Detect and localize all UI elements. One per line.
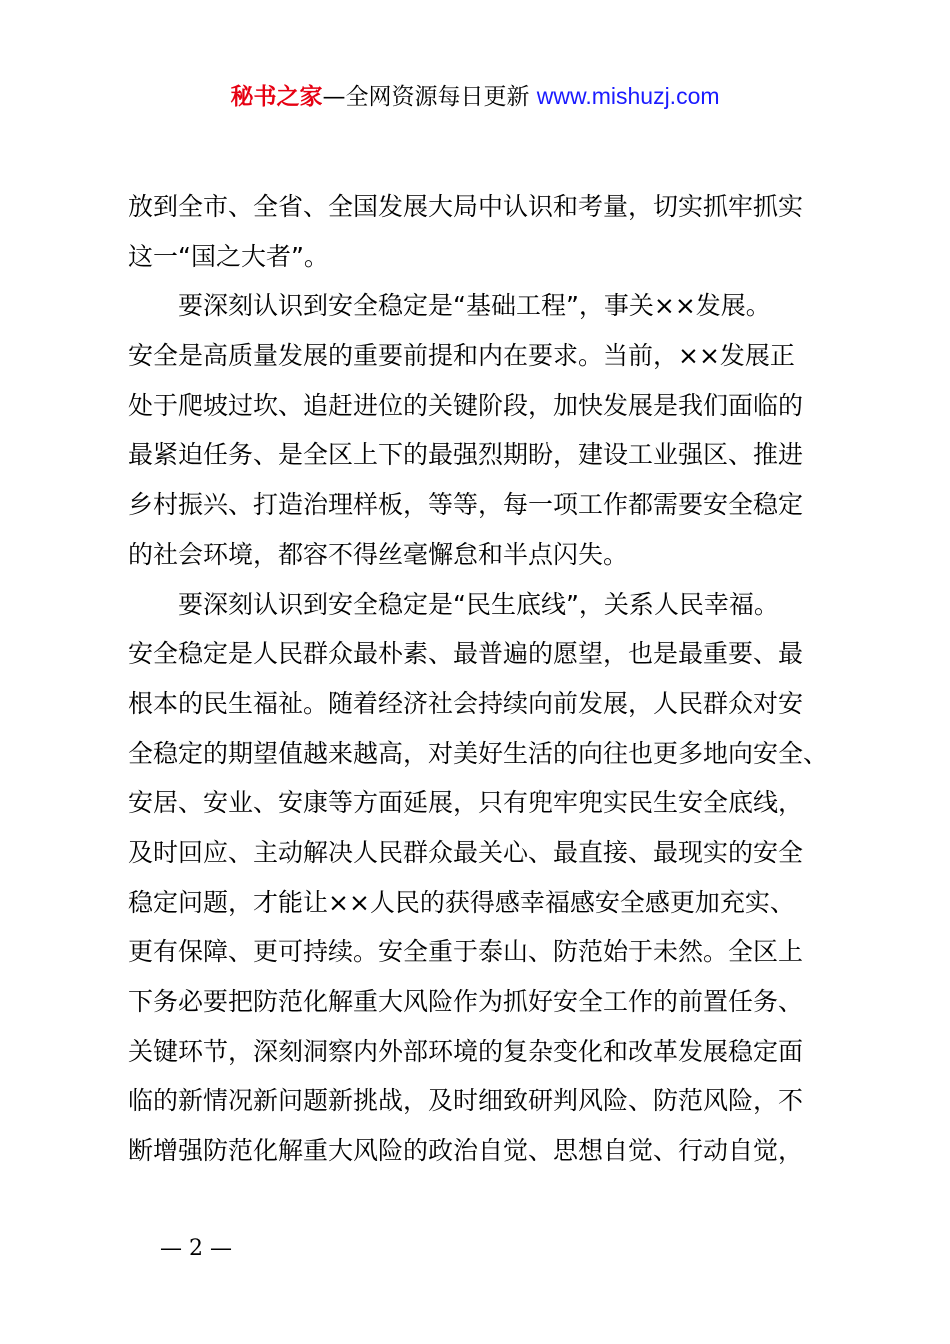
text-line: 全稳定的期望值越来越高，对美好生活的向往也更多地向安全、 bbox=[128, 738, 829, 768]
text-line: 根本的民生福祉。随着经济社会持续向前发展，人民群众对安 bbox=[128, 688, 804, 718]
text-line: 临的新情况新问题新挑战，及时细致研判风险、防范风险，不 bbox=[128, 1086, 804, 1116]
text-line: 及时回应、主动解决人民群众最关心、最直接、最现实的安全 bbox=[128, 837, 804, 867]
text-line: 安全稳定是人民群众最朴素、最普遍的愿望，也是最重要、最 bbox=[128, 639, 804, 669]
page-number: — 2 — bbox=[160, 1236, 232, 1261]
paragraph-first-line: 要深刻认识到安全稳定是“基础工程”，事关××发展。 bbox=[178, 291, 771, 321]
site-header bbox=[0, 78, 950, 115]
text-line: 下务必要把防范化解重大风险作为抓好安全工作的前置任务、 bbox=[128, 987, 804, 1016]
paragraph-first-line: 要深刻认识到安全稳定是“民生底线”，关系人民幸福。 bbox=[178, 589, 779, 619]
text-line: 安全是高质量发展的重要前提和内在要求。当前，××发展正 bbox=[128, 341, 795, 371]
text-line: 处于爬坡过坎、追赶进位的关键阶段，加快发展是我们面临的 bbox=[128, 390, 804, 420]
brand-name: 秘书之家 bbox=[230, 84, 323, 110]
text-line: 安居、安业、安康等方面延展，只有兜牢兜实民生安全底线， bbox=[128, 788, 804, 818]
site-url-link[interactable]: www.mishuzj.com bbox=[536, 83, 720, 109]
text-line: 断增强防范化解重大风险的政治自觉、思想自觉、行动自觉， bbox=[128, 1136, 804, 1166]
text-line: 放到全市、全省、全国发展大局中认识和考量，切实抓牢抓实 bbox=[128, 192, 804, 221]
header-tagline: —全网资源每日更新 bbox=[322, 84, 537, 110]
text-line: 乡村振兴、打造治理样板，等等，每一项工作都需要安全稳定 bbox=[128, 490, 804, 520]
text-line: 更有保障、更可持续。安全重于泰山、防范始于未然。全区上 bbox=[128, 937, 804, 967]
text-line: 稳定问题，才能让××人民的获得感幸福感安全感更加充实、 bbox=[128, 887, 795, 917]
text-line: 的社会环境，都容不得丝毫懈怠和半点闪失。 bbox=[128, 539, 629, 569]
document-body bbox=[128, 182, 838, 1176]
text-line: 这一“国之大者”。 bbox=[128, 241, 329, 271]
text-line: 关键环节，深刻洞察内外部环境的复杂变化和改革发展稳定面 bbox=[128, 1036, 804, 1066]
text-line: 最紧迫任务、是全区上下的最强烈期盼，建设工业强区、推进 bbox=[128, 440, 804, 470]
